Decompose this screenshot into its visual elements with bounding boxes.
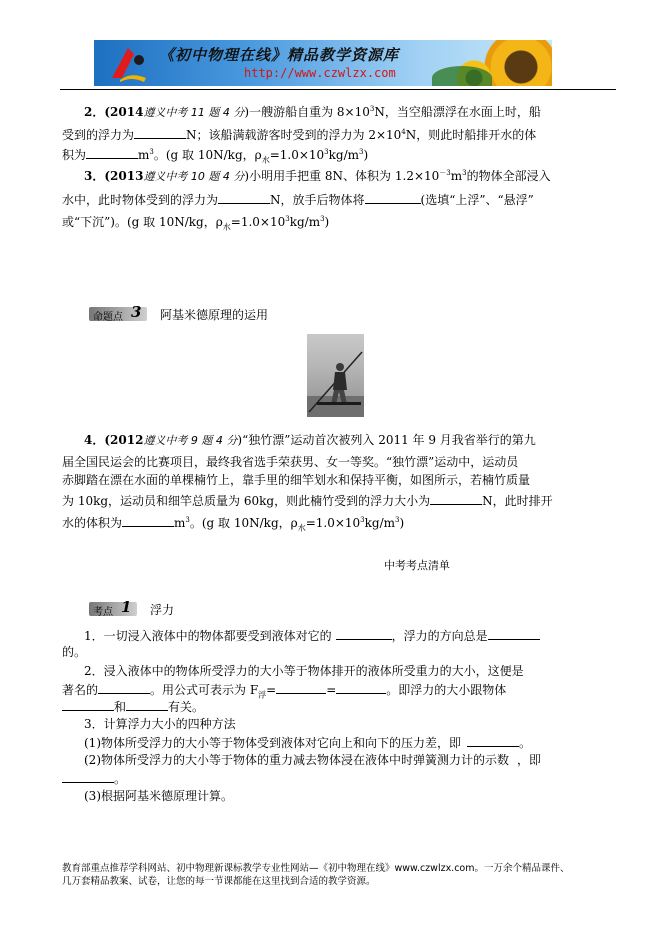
q4-line-1: 4．(2012遵义中考 9 题 4 分)“独竹漂”运动首次被列入 2011 年 9 月我省举行的第九 [84, 433, 536, 447]
section-title-3: 阿基米德原理的运用 [160, 308, 269, 322]
page-footer [62, 862, 570, 888]
answer-blank [336, 682, 386, 694]
q3-line-1: 3．(2013遵义中考 10 题 4 分)小明用手把重 8N、体积为 $1.2\times 10^{-3}m^3$的物体全部浸入 [84, 169, 551, 183]
answer-blank [218, 192, 270, 204]
answer-blank [336, 628, 392, 640]
section-tag-3: 命题点 3 [89, 307, 147, 321]
site-banner [94, 40, 552, 86]
leaf-decoration [432, 66, 492, 86]
q3-line-2: 水中，此时物体受到的浮力为 N，放手后物体将 (选填“上浮”、“悬浮” [62, 193, 534, 207]
answer-blank [488, 628, 540, 640]
answer-blank [467, 735, 519, 747]
answer-blank [276, 682, 326, 694]
answer-blank [62, 699, 114, 711]
sunflower-image [484, 40, 552, 86]
answer-blank [134, 127, 186, 139]
kd1-p3: 3．计算浮力大小的四种方法 [84, 717, 236, 731]
answer-blank [126, 699, 168, 711]
q4-line-5: 水的体积为 $m^3$。(g 取 10N/kg，$\rho_水=1.0\times 10^3kg/m^3$) [62, 516, 405, 533]
site-logo-icon [106, 44, 150, 84]
q2-line-2: 受到的浮力为 N；该船满载游客时受到的浮力为 $2\times 10^4N$，则此时船排开水的体 [62, 128, 537, 142]
kd1-p2: 2．浸入液体中的物体所受浮力的大小等于物体排开的液体所受重力的大小，这便是 [84, 664, 524, 678]
banner-title: 《初中物理在线》精品教学资源库 [159, 46, 400, 64]
q4-line-2: 届全国民运会的比赛项目，最终我省选手荣获男、女一等奖。“独竹漂”运动中，运动员 [62, 455, 519, 469]
answer-blank [62, 771, 114, 783]
checklist-heading: 中考考点清单 [384, 559, 450, 572]
kd1-p3-2-line-2: 。 [62, 771, 126, 786]
kaodian-title-1: 浮力 [150, 603, 175, 617]
kd1-p3-2: (2)物体所受浮力的大小等于物体的重力减去物体浸在液体中时弹簧测力计的示数 ，即 [84, 753, 542, 767]
footer-line-2: 几万套精品教案、试卷，让您的每一节课都能在这里找到合适的教学资源。 [62, 876, 376, 887]
kd1-p1-end: 的。 [62, 645, 87, 659]
q4-line-3: 赤脚踏在漂在水面的单棵楠竹上，靠手里的细竿划水和保持平衡，如图所示，若楠竹质量 [62, 473, 531, 487]
kaodian-tag-1: 考点 1 [89, 602, 137, 616]
answer-blank [86, 147, 138, 159]
kd1-p3-3: (3)根据阿基米德原理计算。 [84, 789, 233, 803]
footer-line-1: 教育部重点推荐学科网站、初中物理新课标教学专业性网站—《初中物理在线》www.czwlzx.com。一万余个精品课件、 [62, 863, 570, 874]
answer-blank [98, 682, 150, 694]
banner-url: http://www.czwlzx.com [244, 66, 396, 80]
answer-blank [365, 192, 421, 204]
q3-line-3: 或“下沉”)。(g 取 10N/kg，$\rho_水=1.0\times 10^3kg/m^3$) [62, 215, 330, 232]
q2-line-1: 2．(2014遵义中考 11 题 4 分)一艘游船自重为 $8\times 10^3N$，当空船漂浮在水面上时，船 [84, 105, 541, 119]
bamboo-rafting-photo [307, 334, 364, 417]
kd1-p2-line-2: 著名的 。用公式可表示为 $F_浮=$ = 。即浮力的大小跟物体 [62, 683, 507, 700]
answer-blank [122, 515, 174, 527]
kd1-p1: 1．一切浸入液体中的物体都要受到液体对它的 ，浮力的方向总是 [84, 628, 540, 643]
q4-line-4: 为 10kg，运动员和细竿总质量为 60kg，则此楠竹受到的浮力大小为 N，此时排开 [62, 494, 553, 508]
header-rule [60, 89, 616, 90]
kd1-p2-line-3: 和 有关。 [62, 699, 204, 714]
kd1-p3-1: (1)物体所受浮力的大小等于物体受到液体对它向上和向下的压力差，即 。 [84, 736, 532, 750]
answer-blank [430, 493, 482, 505]
q2-line-3: 积为 $m^3$。(g 取 10N/kg，$\rho_水=1.0\times 10^3kg/m^3$) [62, 148, 369, 165]
